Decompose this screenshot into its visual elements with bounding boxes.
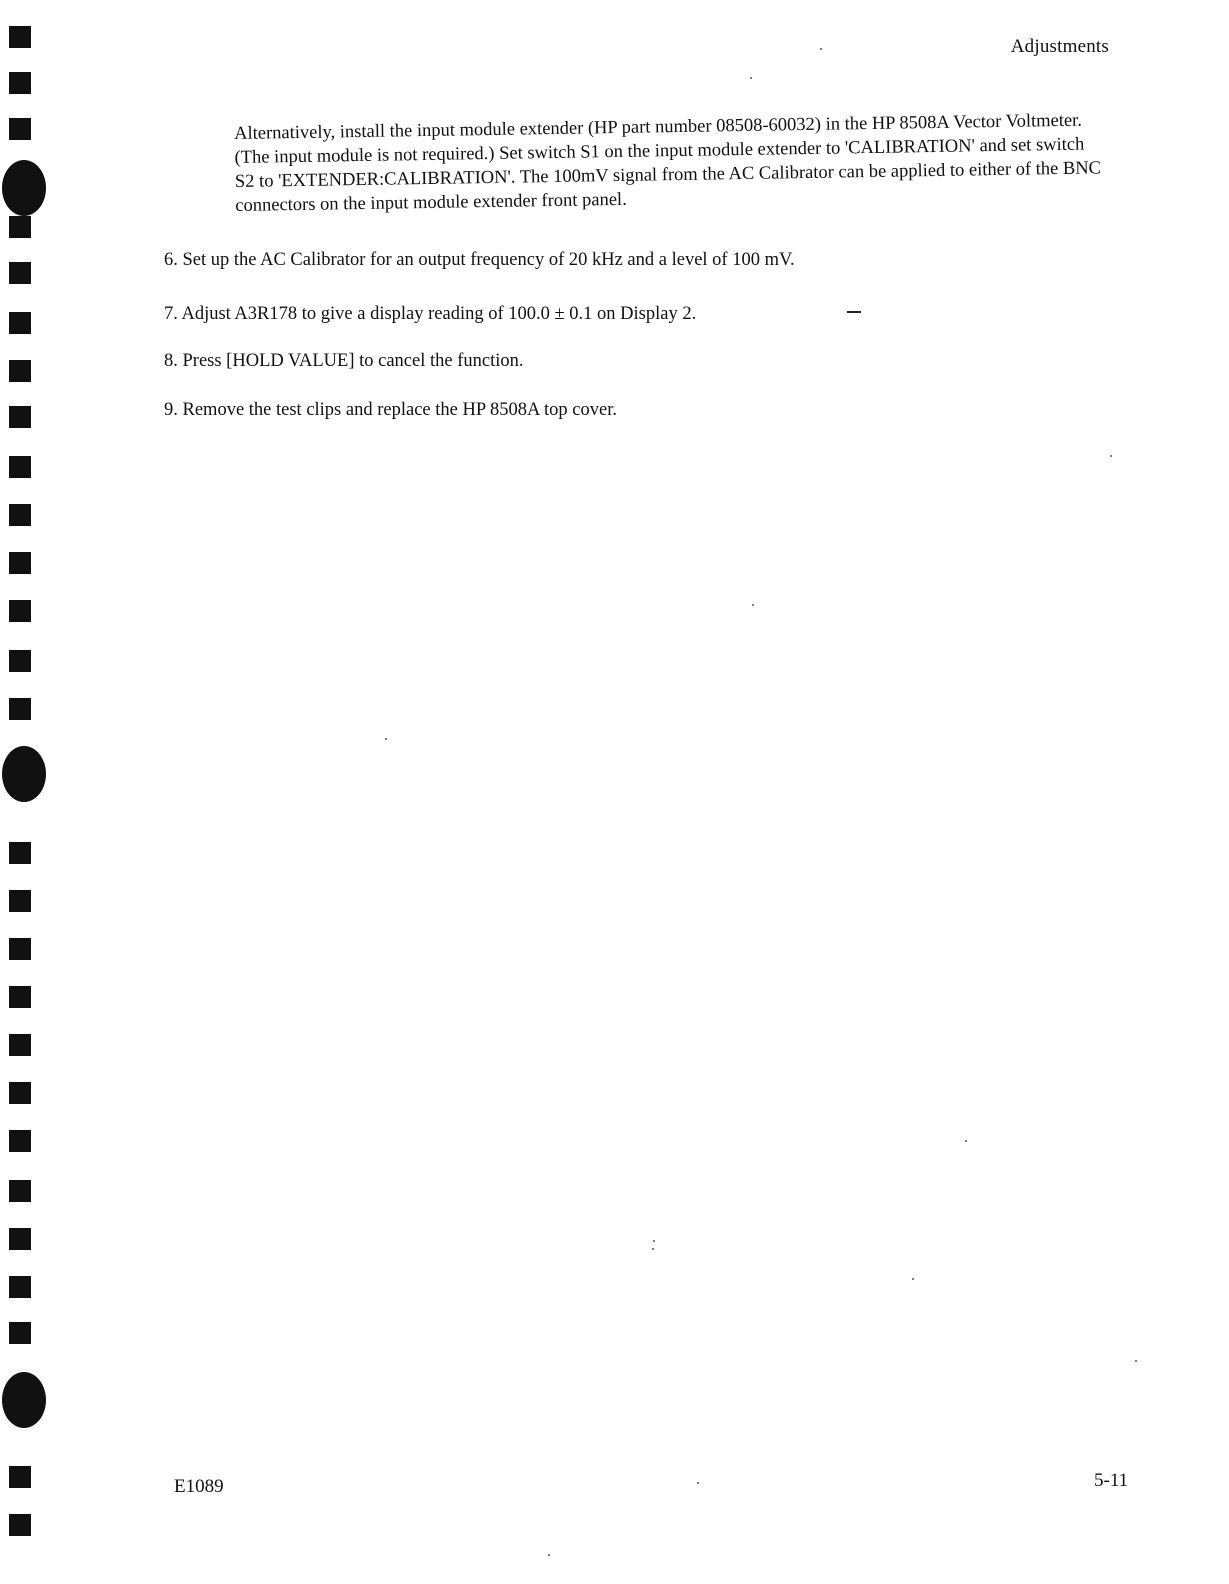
binder-hole xyxy=(9,1322,31,1344)
binder-hole xyxy=(9,456,31,478)
procedure-step: 7. Adjust A3R178 to give a display reading of 100.0 ± 0.1 on Display 2. xyxy=(164,304,697,324)
scan-speck xyxy=(912,1278,914,1280)
scan-speck xyxy=(965,1140,967,1142)
binder-hole xyxy=(9,1180,31,1202)
scan-speck xyxy=(653,1240,655,1242)
binder-hole xyxy=(9,262,31,284)
binder-hole xyxy=(9,504,31,526)
binder-hole xyxy=(9,360,31,382)
binder-hole-round xyxy=(2,1372,46,1428)
binder-hole xyxy=(9,216,31,238)
binder-hole xyxy=(9,1130,31,1152)
binder-hole xyxy=(9,600,31,622)
binder-hole xyxy=(9,842,31,864)
binder-hole xyxy=(9,1034,31,1056)
scan-speck xyxy=(1135,1360,1137,1362)
binder-hole xyxy=(9,890,31,912)
binder-hole xyxy=(9,26,31,48)
scan-speck xyxy=(548,1554,550,1556)
scan-speck xyxy=(752,604,754,606)
scan-speck xyxy=(652,1248,654,1250)
scan-speck xyxy=(820,48,822,50)
procedure-step: 9. Remove the test clips and replace the HP 8508A top cover. xyxy=(164,400,617,420)
binder-hole xyxy=(9,406,31,428)
document-code: E1089 xyxy=(174,1476,224,1497)
binder-hole xyxy=(9,1276,31,1298)
page-number: 5-11 xyxy=(1094,1470,1129,1491)
binder-hole xyxy=(9,1228,31,1250)
scan-speck xyxy=(1110,455,1112,457)
binder-hole xyxy=(9,118,31,140)
binder-holes xyxy=(0,0,60,1584)
procedure-step: 8. Press [HOLD VALUE] to cancel the function. xyxy=(164,351,524,371)
scan-speck xyxy=(385,738,387,740)
binder-hole xyxy=(9,1466,31,1488)
scan-speck xyxy=(697,1482,699,1484)
stray-mark xyxy=(847,311,861,313)
binder-hole xyxy=(9,986,31,1008)
binder-hole-round xyxy=(2,746,46,802)
binder-hole xyxy=(9,312,31,334)
procedure-step: 6. Set up the AC Calibrator for an output frequency of 20 kHz and a level of 100 mV. xyxy=(164,250,795,270)
binder-hole-round xyxy=(2,160,46,216)
binder-hole xyxy=(9,698,31,720)
binder-hole xyxy=(9,938,31,960)
binder-hole xyxy=(9,552,31,574)
continuation-paragraph: Alternatively, install the input module extender (HP part number 08508-60032) in the HP 8508A Vector Voltmeter. (The input module is not required.) Set switch S1 on the input module extender to 'CALIBRATION' and set switch S2 to 'EXTENDER:CALIBRATION'. The 100mV signal from the AC Calibrator can be applied to either of the BNC connectors on the input module extender front panel. xyxy=(234,110,1102,216)
binder-hole xyxy=(9,1082,31,1104)
scan-speck xyxy=(750,77,752,79)
binder-hole xyxy=(9,1514,31,1536)
running-header: Adjustments xyxy=(1010,36,1109,57)
binder-hole xyxy=(9,650,31,672)
binder-hole xyxy=(9,72,31,94)
